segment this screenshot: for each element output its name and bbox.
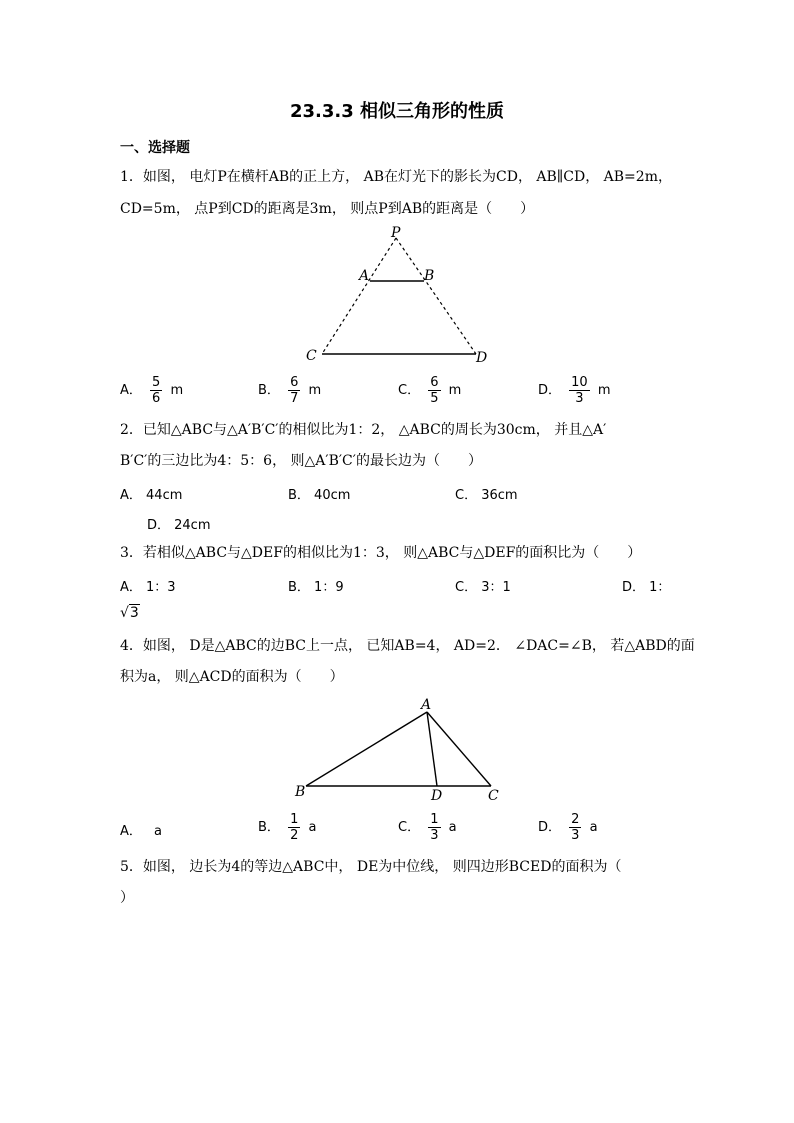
- page-title: 23.3.3 相似三角形的性质: [289, 101, 505, 122]
- q1-option-b-fraction: $\frac{6}{7}$: [290, 375, 299, 406]
- q3-option-c[interactable]: C． 3：1: [455, 580, 511, 595]
- q2-option-c[interactable]: C． 36cm: [455, 488, 518, 503]
- q1-option-d[interactable]: D． $\frac{10}{3}$ m: [538, 375, 611, 406]
- q2-option-d[interactable]: D． 24cm: [147, 518, 211, 533]
- q1-line-pc: [322, 238, 396, 354]
- q1-option-a-fraction: $\frac{5}{6}$: [152, 375, 161, 406]
- q5-line2: ）: [120, 890, 134, 906]
- q4-option-c-fraction: $\frac{1}{3}$: [430, 812, 439, 843]
- q1-label-c: C: [306, 348, 317, 364]
- q3-line1: 3．若相似△ABC与△DEF的相似比为1：3， 则△ABC与△DEF的面积比为（ ）: [120, 545, 642, 561]
- q4-option-c[interactable]: C． $\frac{1}{3}$ a: [398, 812, 457, 843]
- q3-option-a[interactable]: A． 1：3: [120, 580, 176, 595]
- q4-option-d-fraction: $\frac{2}{3}$: [571, 812, 580, 843]
- q4-label-c: C: [488, 788, 499, 804]
- q5-line1: 5．如图， 边长为4的等边△ABC中， DE为中位线， 则四边形BCED的面积为（: [120, 859, 622, 875]
- q2-option-a[interactable]: A． 44cm: [120, 488, 183, 503]
- section-heading: 一、选择题: [120, 140, 190, 156]
- q4-option-a[interactable]: A． a: [120, 824, 163, 839]
- q2-option-b[interactable]: B． 40cm: [288, 488, 351, 503]
- q1-option-c[interactable]: C． $\frac{6}{5}$ m: [398, 375, 462, 406]
- q4-line2: 积为a， 则△ACD的面积为（ ）: [120, 669, 344, 685]
- q2-line1: 2．已知△ABC与△A′B′C′的相似比为1：2， △ABC的周长为30cm， 并且△A′: [120, 422, 607, 438]
- q3-option-b[interactable]: B． 1：9: [288, 580, 344, 595]
- q4-figure: [292, 694, 506, 806]
- q3-option-d[interactable]: D． 1：: [622, 580, 671, 595]
- q1-label-a: A: [359, 268, 370, 284]
- q1-line2: CD=5m， 点P到CD的距离是3m， 则点P到AB的距离是（ ）: [120, 201, 535, 217]
- q1-option-d-fraction: $\frac{10}{3}$: [571, 375, 588, 406]
- q1-line-pd: [396, 238, 476, 354]
- q4-option-b-fraction: $\frac{1}{2}$: [290, 812, 299, 843]
- q1-option-b[interactable]: B． $\frac{6}{7}$ m: [258, 375, 322, 406]
- q1-figure: [300, 222, 492, 366]
- q4-line1: 4．如图， D是△ABC的边BC上一点， 已知AB=4， AD=2． ∠DAC=∠B， 若△ABD的面: [120, 638, 695, 654]
- q4-label-d: D: [431, 788, 443, 804]
- q2-line2: B′C′的三边比为4：5：6， 则△A′B′C′的最长边为（ ）: [120, 453, 482, 469]
- q4-segment-ad: [427, 712, 437, 786]
- q3-option-d-sqrt: √3: [120, 605, 139, 621]
- q1-label-b: B: [424, 268, 435, 284]
- q4-label-b: B: [295, 784, 306, 800]
- q1-line1: 1．如图， 电灯P在横杆AB的正上方， AB在灯光下的影长为CD， AB∥CD， AB=2m，: [120, 169, 672, 185]
- q1-label-p: P: [391, 225, 401, 241]
- q1-option-c-fraction: $\frac{6}{5}$: [430, 375, 439, 406]
- q4-option-b[interactable]: B． $\frac{1}{2}$ a: [258, 812, 317, 843]
- q1-option-a[interactable]: A． $\frac{5}{6}$ m: [120, 375, 184, 406]
- q4-option-d[interactable]: D． $\frac{2}{3}$ a: [538, 812, 598, 843]
- q1-label-d: D: [476, 350, 488, 366]
- q4-label-a: A: [421, 697, 432, 713]
- q4-segment-ab: [306, 712, 427, 786]
- q4-segment-ac: [427, 712, 491, 786]
